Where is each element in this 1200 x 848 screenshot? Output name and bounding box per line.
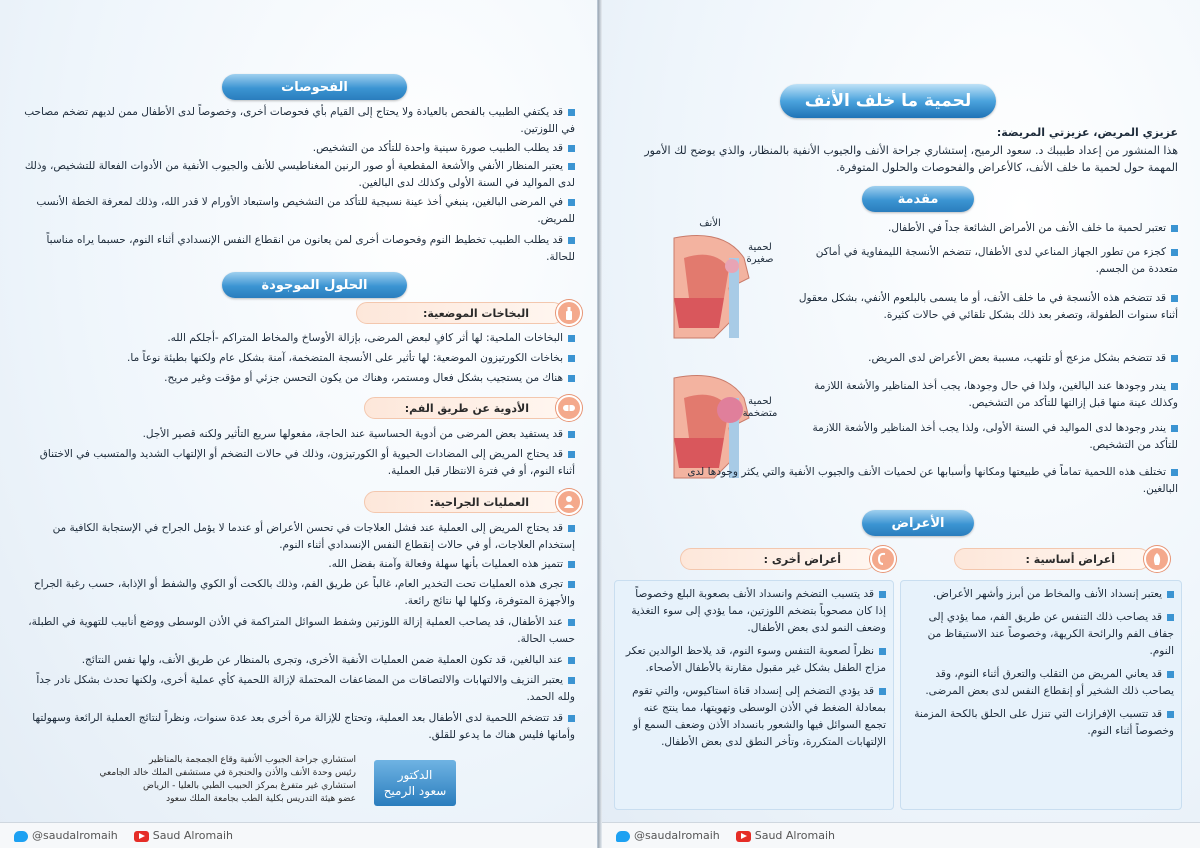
intro-item: كجزء من تطور الجهاز المناعي لدى الأطفال، تتضخم الأنسجة الليمفاوية في أماكن متعددة من الجسم. (815, 246, 1178, 275)
basic-symptom-item: قد يعاني المريض من التقلب والتعرق أثناء النوم، وقد يصاحب ذلك الشخير أو إنقطاع النفس لدى بعض المرضى. (925, 668, 1174, 697)
intro-text: هذا المنشور من إعداد طبيبك د. سعود الرميح، إستشاري جراحة الأنف والجيوب الأنفية بالمنظار، والذي يوضح لك الأمور المهمة حول لحمية ما خلف الأنف، كالأعراض والفحوصات والحلول المتوفرة. (644, 144, 1178, 174)
right-page (602, 0, 1200, 848)
exam-item: قد يطلب الطبيب صورة سينية واحدة للتأكد من التشخيص. (23, 140, 575, 157)
label-small-adenoid: لحمية صغيرة (746, 242, 774, 265)
symptoms-title: الأعراض (862, 510, 974, 536)
basic-symptoms-list (908, 586, 1174, 740)
topical-item: بخاخات الكورتيزون الموضعية: لها تأثير على الأنسجة المتضخمة، آمنة بشكل عام ولكنها بطيئة نوعاً ما. (35, 350, 575, 367)
other-symptom-item: نظراً لصعوبة التنفس وسوء النوم، قد يلاحظ الوالدين تعكر مزاج الطفل بشكل غير مقبول مقارنة بالأطفال الأصحاء. (625, 645, 886, 674)
label-enlarged-adenoid: لحمية متضخمة (742, 396, 778, 419)
intro-item: قد تتضخم هذه الأنسجة في ما خلف الأنف، أو ما يسمى بالبلعوم الأنفي، بشكل معقول أثناء سنوات الطفولة، وتصغر بعد ذلك بشكل تلقائي في حالات كثيرة. (798, 292, 1178, 321)
youtube-icon (134, 831, 149, 842)
other-symptom-item: قد يؤدي التضخم إلى إنسداد قناة استاكيوس، والتي تقوم بمعادلة الضغط في الأذن الوسطى وتهويتها، مما ينتج عنه تجمع السوائل فيها والشعور بانسداد الأذن وضعف السمع أو الإلتهابات المتكررة، وتأخر النطق لدى بعض الأطفال. (632, 685, 886, 748)
basic-symptom-item: يعتبر إنسداد الأنف والمخاط من أبرز وأشهر الأعراض. (908, 586, 1174, 603)
other-symptoms-list (622, 586, 886, 751)
exam-item: قد يطلب الطبيب تخطيط النوم وفحوصات أخرى لمن يعانون من انقطاع النفس الإنسدادي أثناء النوم، حسبما يراه مناسباً للحالة. (46, 234, 575, 263)
oral-heading: الأدوية عن طريق الفم: (364, 397, 564, 419)
other-symptom-item: قد يتسبب التضخم وانسداد الأنف بصعوبة البلع وخصوصاً إذا كان مصحوباً بتضخم اللوزتين، مما يؤدي إلى سوء التغذية وضعف النمو لدى بعض الأطفال. (631, 588, 886, 634)
topical-heading: البخاخات الموضعية: (356, 302, 564, 324)
surgical-item: عند البالغين، قد تكون العملية ضمن العمليات الأنفية الأخرى، وتجرى بالمنظار عن طريق الأنف، ولها نفس النتائج. (23, 652, 575, 669)
twitter-icon (616, 831, 630, 842)
left-footer (0, 822, 597, 848)
intro-item: يندر وجودها عند البالغين، ولذا في حال وجودها، يجب أخذ المناظير والأشعة اللازمة وكذلك عينة منها قبل إزالتها للتأكد من التشخيص. (814, 380, 1178, 409)
exam-item: في المرضى البالغين، ينبغي أخذ عينة نسيجية للتأكد من التشخيص واستبعاد الأورام لا قدر الله، وذلك لمعرفة الخطة الأنسب للمريض. (36, 196, 575, 225)
twitter-link[interactable]: @saudalromaih (14, 829, 118, 842)
right-footer (602, 822, 1200, 848)
surgical-item: تتميز هذه العمليات بأنها سهلة وفعالة وآمنة بفضل الله. (23, 556, 575, 573)
label-nose: الأنف (699, 218, 721, 229)
intro-item: تعتبر لحمية ما خلف الأنف من الأمراض الشائعة جداً في الأطفال. (798, 220, 1178, 237)
page-title: لحمية ما خلف الأنف (780, 84, 996, 118)
surgical-heading: العمليات الجراحية: (364, 491, 564, 513)
greeting: عزيزي المريض، عزيزتي المريضة: (996, 126, 1178, 139)
youtube-icon (736, 831, 751, 842)
basic-symptom-item: قد يصاحب ذلك التنفس عن طريق الفم، مما يؤدي إلى جفاف الفم والرائحة الكريهة، وخصوصاً عند الاستيقاظ من النوم. (927, 611, 1174, 657)
youtube-link[interactable]: Saud Alromaih (134, 829, 233, 842)
throat-icon (1144, 546, 1170, 572)
surgical-item: يعتبر النزيف والالتهابات والالتصاقات من المضاعفات المحتملة لإزالة اللحمية كأي عملية أخرى، ولكنها تحدث بشكل نادر جداً ولله الحمد. (36, 674, 575, 703)
ear-icon (870, 546, 896, 572)
basic-symptom-item: قد تتسبب الإفرازات التي تنزل على الحلق بالكحة المزمنة وخصوصاً أثناء النوم. (914, 708, 1174, 737)
exam-item: يعتبر المنظار الأنفي والأشعة المقطعية أو صور الرنين المغناطيسي للأنف والجيوب الأنفية من الأدوات الفعالة للتشخيص، وذلك لدى المواليد في السنة الأولى وكذلك لدى البالغين. (24, 160, 575, 189)
intro-item: تختلف هذه اللحمية تماماً في طبيعتها ومكانها وأسبابها عن لحميات الأنف والجيوب الأنفية والتي يكثر وجودها لدى البالغين. (687, 466, 1178, 495)
basic-symptoms-heading: أعراض أساسية : (954, 548, 1150, 570)
youtube-link[interactable]: Saud Alromaih (736, 829, 835, 842)
intro-item: يندر وجودها لدى المواليد في السنة الأولى، ولذا يجب أخذ المناظير والأشعة اللازمة للتأكد من التشخيص. (812, 422, 1178, 451)
surgical-item: عند الأطفال، قد يصاحب العملية إزالة اللوزتين وشفط السوائل المتراكمة في الأذن الوسطى ووضع أنابيب للتهوية في الطبلة، حسب الحالة. (28, 616, 575, 645)
twitter-link[interactable]: @saudalromaih (616, 829, 720, 842)
topical-item: البخاخات الملحية: لها أثر كافٍ لبعض المرضى، بإزالة الأوساخ والمخاط المتراكم -أجلكم الله. (35, 330, 575, 347)
twitter-icon (14, 831, 28, 842)
doctor-credits: استشاري جراحة الجيوب الأنفية وقاع الجمجمة بالمناظير رئيس وحدة الأنف والأذن والحنجرة في مستشفى الملك خالد الجامعي استشاري غير متفرغ بمركز الحبيب الطبي بالعليا - الرياض عضو هيئة التدريس بكلية الطب بجامعة الملك سعود (99, 755, 356, 804)
doctor-name: سعود الرميح (383, 784, 447, 798)
other-symptoms-heading: أعراض أخرى : (680, 548, 876, 570)
doctor-title: الدكتور (397, 768, 433, 782)
surgical-item: تجرى هذه العمليات تحت التخدير العام، غالباً عن طريق الفم، وذلك بالكحت أو الكوي والشفط أو الإذابة، حسب رغبة الجراح والأجهزة المتوفرة، وكلها لها نتائج رائعة. (33, 578, 575, 607)
oral-item: قد يستفيد بعض المرضى من أدوية الحساسية عند الحاجة، مفعولها سريع التأثير ولكنه قصير الأجل. (35, 426, 575, 443)
intro-item: قد تتضخم بشكل مزعج أو تلتهب، مسببة بعض الأعراض لدى المريض. (798, 350, 1178, 367)
exam-item: قد يكتفي الطبيب بالفحص بالعيادة ولا يحتاج إلى القيام بأي فحوصات أخرى، وخصوصاً لدى الأطفال ممن لديهم تضخم مصاحب في اللوزتين. (24, 106, 575, 135)
doctor-badge (374, 760, 456, 806)
surgical-item: قد يحتاج المريض إلى العملية عند فشل العلاجات في تحسن الأعراض أو عندما لا يؤمل الجراح في الإستجابة الكافية من إستخدام العلاجات، أو في حالات إنقطاع النفس الإنسدادي أثناء النوم. (52, 522, 575, 551)
surgical-item: قد تتضخم اللحمية لدى الأطفال بعد العملية، وتحتاج للإزالة مرة أخرى بعد عدة سنوات، ونظراً لنتائج العملية الرائعة وسهولتها وأمانها فليس هناك ما يدعو للقلق. (32, 712, 575, 741)
solutions-title: الحلول الموجودة (222, 272, 407, 298)
topical-item: هناك من يستجيب بشكل فعال ومستمر، وهناك من يكون التحسن جزئي أو مؤقت وغير مريح. (35, 370, 575, 387)
intro-section-title: مقدمة (862, 186, 974, 212)
oral-item: قد يحتاج المريض إلى المضادات الحيوية أو الكورتيزون، وذلك في حالات التضخم أو الإلتهاب الشديد والمتسبب في الاختناق أثناء النوم، أو في فترة الانتظار قبل العملية. (39, 448, 575, 477)
left-page (0, 0, 598, 848)
exams-title: الفحوصات (222, 74, 407, 100)
